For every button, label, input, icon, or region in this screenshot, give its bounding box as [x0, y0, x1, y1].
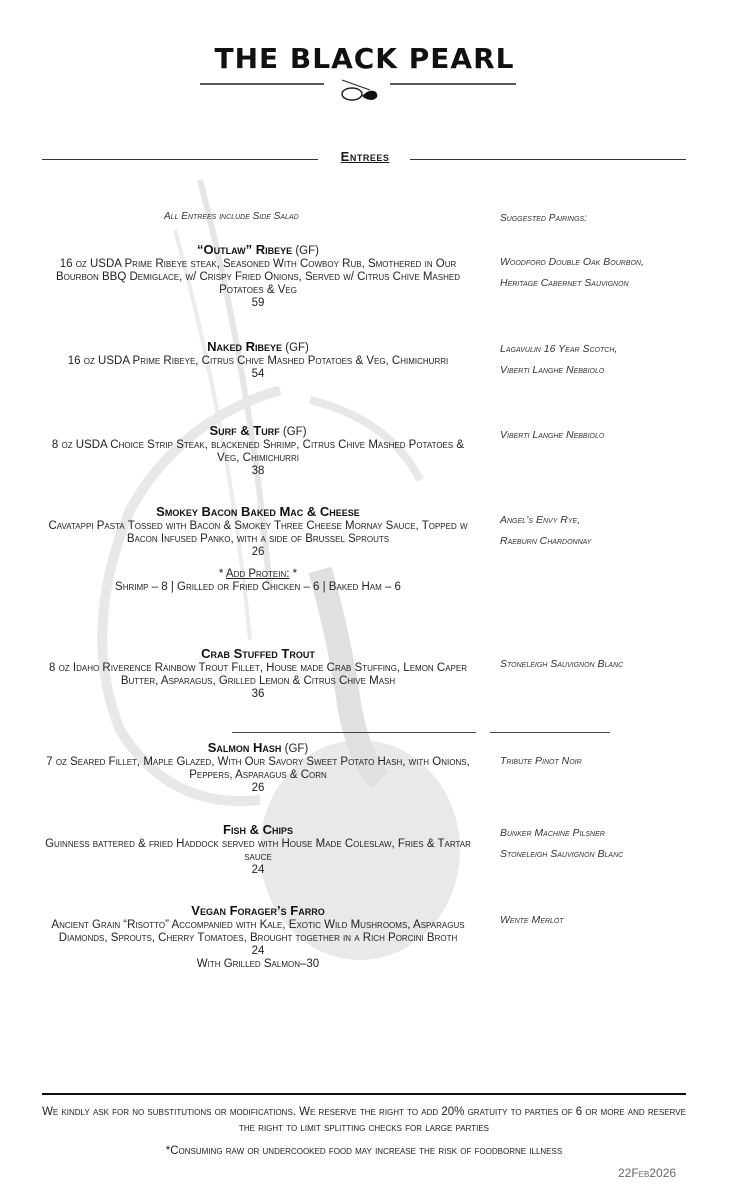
pairing-line: Stoneleigh Sauvignon Blanc: [500, 658, 624, 670]
item-description: 8 oz USDA Choice Strip Steak, blackened Shrimp, Citrus Chive Mashed Potatoes & Veg, Chimichurri: [51, 439, 465, 464]
pairing-mac-cheese: [500, 510, 591, 552]
pairings-heading: Suggested Pairings:: [500, 213, 587, 224]
item-name: “Outlaw” Ribeye: [197, 242, 293, 257]
item-name-row: [40, 646, 476, 662]
item-description: Cavatappi Pasta Tossed with Bacon & Smokey Three Cheese Mornay Sauce, Topped w Bacon Infused Panko, with a side of Brussel Sprouts: [48, 520, 468, 545]
item-tag: (GF): [282, 426, 307, 438]
pairing-crab-trout: [500, 654, 623, 675]
restaurant-title: THE BLACK PEARL: [214, 42, 515, 75]
item-name-row: [40, 822, 476, 838]
pairing-line: Heritage Cabernet Sauvignon: [500, 277, 629, 289]
item-price: 24: [251, 864, 265, 876]
item-name: Fish & Chips: [223, 822, 293, 837]
item-tag: (GF): [295, 245, 319, 257]
pairing-line: Viberti Langhe Nebbiolo: [500, 429, 605, 441]
section-rule-right: [410, 159, 686, 160]
menu-item-salmon-hash: [40, 740, 476, 795]
item-tag: (GF): [284, 743, 309, 755]
menu-item-fish-chips: [40, 822, 476, 877]
pairing-line: Viberti Langhe Nebbiolo: [500, 364, 605, 376]
menu-date: 22Feb2026: [618, 1166, 677, 1180]
footer-warning: *Consuming raw or undercooked food may increase the risk of foodborne illness: [165, 1145, 563, 1157]
pairing-outlaw-ribeye: [500, 252, 644, 294]
pairing-line: Tribute Pinot Noir: [500, 755, 582, 767]
item-name-row: [40, 504, 476, 520]
item-description: Guinness battered & fried Haddock served with House Made Coleslaw, Fries & Tartar sauce: [45, 838, 471, 863]
add-protein-suffix: *: [289, 568, 298, 580]
pairing-line: Wente Merlot: [500, 914, 564, 926]
pearl-logo: [200, 72, 516, 106]
item-price: 54: [251, 368, 265, 380]
menu-item-crab-trout: [40, 646, 476, 701]
item-price: 24: [251, 945, 265, 957]
pairing-naked-ribeye: [500, 339, 617, 381]
pairing-line: Raeburn Chardonnay: [500, 535, 592, 547]
item-price: 38: [251, 465, 265, 477]
item-name-row: [40, 423, 476, 439]
footer-rule: [42, 1093, 686, 1095]
footer-policy: We kindly ask for no substitutions or modifications. We reserve the right to add 20% gratuity to parties of 6 or more and reserve the right to limit splitting checks for large parties: [42, 1106, 686, 1134]
item-price: 59: [251, 297, 265, 309]
section-title: Entrees: [340, 149, 390, 164]
pairing-line: Bunker Machine Pilsner: [500, 827, 605, 839]
pairing-line: Woodford Double Oak Bourbon,: [500, 256, 644, 268]
item-name-row: [40, 339, 476, 355]
item-description: 16 oz USDA Prime Ribeye steak, Seasoned With Cowboy Rub, Smothered in Our Bourbon BBQ Demiglace, w/ Crispy Fried Onions, Served w/ Citrus Chive Mashed Potatoes & Veg: [56, 258, 460, 296]
menu-item-naked-ribeye: [40, 339, 476, 381]
item-name: Crab Stuffed Trout: [201, 646, 315, 661]
pairing-line: Angel’s Envy Rye,: [500, 514, 581, 526]
add-protein-label: Add Protein:: [225, 568, 290, 580]
pairing-line: Stoneleigh Sauvignon Blanc: [500, 848, 624, 860]
menu-item-outlaw-ribeye: [40, 242, 476, 310]
item-addon: With Grilled Salmon–30: [196, 958, 320, 970]
add-protein-items: Shrimp – 8 | Grilled or Fried Chicken – 6 | Baked Ham – 6: [115, 581, 401, 593]
side-salad-note: All Entrees include Side Salad: [164, 211, 299, 222]
add-protein-prefix: *: [218, 568, 226, 580]
item-description: 16 oz USDA Prime Ribeye, Citrus Chive Mashed Potatoes & Veg, Chimichurri: [67, 355, 449, 367]
divider-line: [490, 732, 610, 733]
item-name-row: [40, 242, 476, 258]
pairing-surf-turf: [500, 425, 604, 446]
pairing-vegan-farro: [500, 910, 564, 931]
item-name: Salmon Hash: [207, 740, 282, 755]
pairing-line: Lagavulin 16 Year Scotch,: [500, 343, 618, 355]
item-description: 7 oz Seared Fillet, Maple Glazed, With Our Savory Sweet Potato Hash, with Onions, Peppers, Asparagus & Corn: [46, 756, 470, 781]
item-description: 8 oz Idaho Riverence Rainbow Trout Fillet, House made Crab Stuffing, Lemon Caper Butter, Asparagus, Grilled Lemon & Citrus Chive Mash: [48, 662, 467, 687]
item-name: Vegan Forager’s Farro: [191, 903, 325, 918]
item-tag: (GF): [285, 342, 309, 354]
item-name: Surf & Turf: [209, 423, 280, 438]
pairing-fish-chips: [500, 823, 623, 865]
divider-line: [232, 732, 476, 733]
item-price: 26: [251, 546, 265, 558]
item-price: 36: [251, 688, 265, 700]
section-rule-left: [42, 159, 318, 160]
item-name-row: [40, 740, 476, 756]
add-protein-row: [40, 568, 476, 581]
item-name: Naked Ribeye: [207, 339, 283, 354]
pairing-salmon-hash: [500, 751, 582, 772]
menu-item-vegan-farro: [40, 903, 476, 971]
item-name: Smokey Bacon Baked Mac & Cheese: [156, 504, 360, 519]
item-name-row: [40, 903, 476, 919]
item-price: 26: [251, 782, 265, 794]
menu-item-mac-cheese: [40, 504, 476, 594]
item-description: Ancient Grain “Risotto” Accompanied with Kale, Exotic Wild Mushrooms, Asparagus Diamonds, Sprouts, Cherry Tomatoes, Brought together in a Rich Porcini Broth: [51, 919, 465, 944]
menu-item-surf-turf: [40, 423, 476, 478]
